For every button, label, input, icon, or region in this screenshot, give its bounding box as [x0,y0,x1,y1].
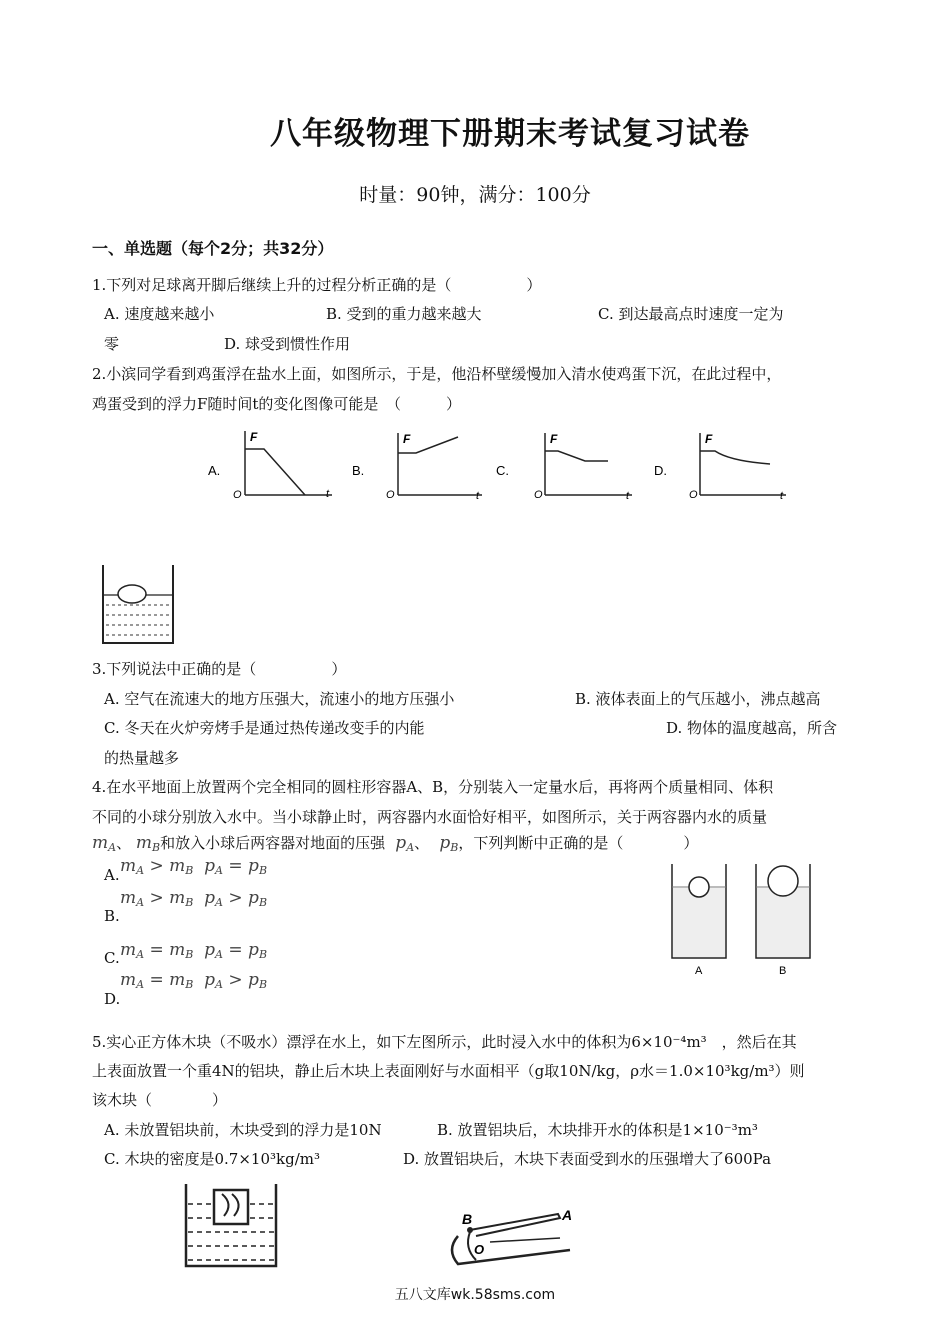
graph-a-y: F [250,430,258,444]
graph-c-o: O [534,489,543,501]
graph-c [496,432,632,502]
graph-d-y: F [705,432,713,446]
q4-option-c-label: C. [104,949,120,967]
q4-option-b-formula: $m_A > m_B$ $p_A > p_B$ [120,888,268,909]
q1-option-a: A. 速度越来越小 [104,305,215,323]
graph-a-o: O [233,489,242,501]
q4-option-d-label: D. [104,990,121,1008]
q4-option-b-label: B. [104,907,120,925]
q5-line2: 上表面放置一个重4N的铝块，静止后木块上表面刚好与水面相平（g取10N/kg，ρ水＝1.0×10³kg/m³）则 [92,1062,805,1080]
graph-a [208,430,332,501]
q4-option-a-label: A. [104,866,120,884]
container-a [672,864,726,977]
graph-b-y: F [403,432,411,446]
q4-option-a-formula: $m_A > m_B$ $p_A = p_B$ [120,856,268,877]
q4-containers-figure [662,860,822,980]
q4-option-d-formula: $m_A = m_B$ $p_A > p_B$ [120,970,268,991]
section-heading: 一、单选题（每个2分；共32分） [92,239,334,258]
graph-a-x: t [326,488,330,500]
q3-option-b: B. 液体表面上的气压越小，沸点越高 [575,690,821,708]
container-a-label: A [695,965,703,977]
q1-option-c-cont: 零 [104,335,120,353]
graph-c-x: t [626,490,630,502]
graph-d-label: D. [654,463,667,478]
q1-option-c: C. 到达最高点时速度一定为 [598,305,784,323]
point-a-label: A [562,1207,573,1223]
q4-line2: 不同的小球分别放入水中。当小球静止时，两容器内水面恰好相平，如图所示，关于两容器内水的质量 [92,808,768,826]
symbol-p-b: $p_B$ [433,833,459,854]
q5-option-b: B. 放置铝块后，木块排开水的体积是1×10⁻³m³ [437,1121,758,1139]
q2-line1: 2.小滨同学看到鸡蛋浮在盐水上面，如图所示，于是，他沿杯壁缓慢加入清水使鸡蛋下沉，在此过程中， [92,365,782,383]
symbol-p-a: $p_A$ [389,833,415,854]
graph-d-x: t [780,490,784,502]
graph-b-x: t [476,490,480,502]
graph-d [654,432,786,502]
graph-c-y: F [550,432,558,446]
point-o-label: O [474,1242,485,1257]
q4-line3: $m_A$、 $m_B$和放入小球后两容器对地面的压强 $p_A$、 $p_B$，下列判断中正确的是（ ） [92,833,699,854]
q3-stem: 3.下列说法中正确的是（ ） [92,660,347,678]
container-b [756,864,810,977]
q3-option-d: D. 物体的温度越高，所含 [666,719,838,737]
q3-option-d-cont: 的热量越多 [104,749,180,767]
q5-line1: 5.实心正方体木块（不吸水）漂浮在水上，如下左图所示，此时浸入水中的体积为6×10⁻⁴m³ ，然后在其 [92,1033,797,1051]
q5-option-d: D. 放置铝块后，木块下表面受到水的压强增大了600Pa [403,1150,772,1168]
clamp-lever-figure [440,1202,590,1278]
exam-info: 时量：90钟，满分：100分 [359,184,591,206]
q4-option-c-formula: $m_A = m_B$ $p_A = p_B$ [120,940,268,961]
q5-option-c: C. 木块的密度是0.7×10³kg/m³ [104,1150,320,1168]
symbol-m-b: $m_B$ [135,833,161,854]
q5-wood-block-figure [178,1182,282,1268]
q4-line1: 4.在水平地面上放置两个完全相同的圆柱形容器A、B，分别装入一定量水后，再将两个质量相同、体积 [92,778,774,796]
graph-b-o: O [386,489,395,501]
q5-line3: 该木块（ ） [92,1091,228,1109]
graph-a-label: A. [208,463,221,478]
graph-d-o: O [689,489,698,501]
q2-line2: 鸡蛋受到的浮力F随时间t的变化图像可能是 （ ） [92,395,461,413]
page-title: 八年级物理下册期末考试复习试卷 [270,116,750,152]
q5-option-a: A. 未放置铝块前，木块受到的浮力是10N [104,1121,382,1139]
graph-c-label: C. [496,463,509,478]
graph-b [352,432,482,502]
footer-watermark: 五八文库wk.58sms.com [394,1287,556,1303]
point-b-label: B [462,1211,473,1227]
q2-beaker-egg-figure [100,563,176,645]
container-b-label: B [779,965,787,977]
q2-graphs [200,425,800,515]
q3-option-a: A. 空气在流速大的地方压强大，流速小的地方压强小 [104,690,455,708]
symbol-m-a: $m_A$ [92,833,117,854]
q1-stem: 1.下列对足球离开脚后继续上升的过程分析正确的是（ ） [92,276,542,294]
q1-option-d: D. 球受到惯性作用 [224,335,351,353]
graph-b-label: B. [352,463,365,478]
q1-option-b: B. 受到的重力越来越大 [326,305,482,323]
q3-option-c: C. 冬天在火炉旁烤手是通过热传递改变手的内能 [104,719,425,737]
